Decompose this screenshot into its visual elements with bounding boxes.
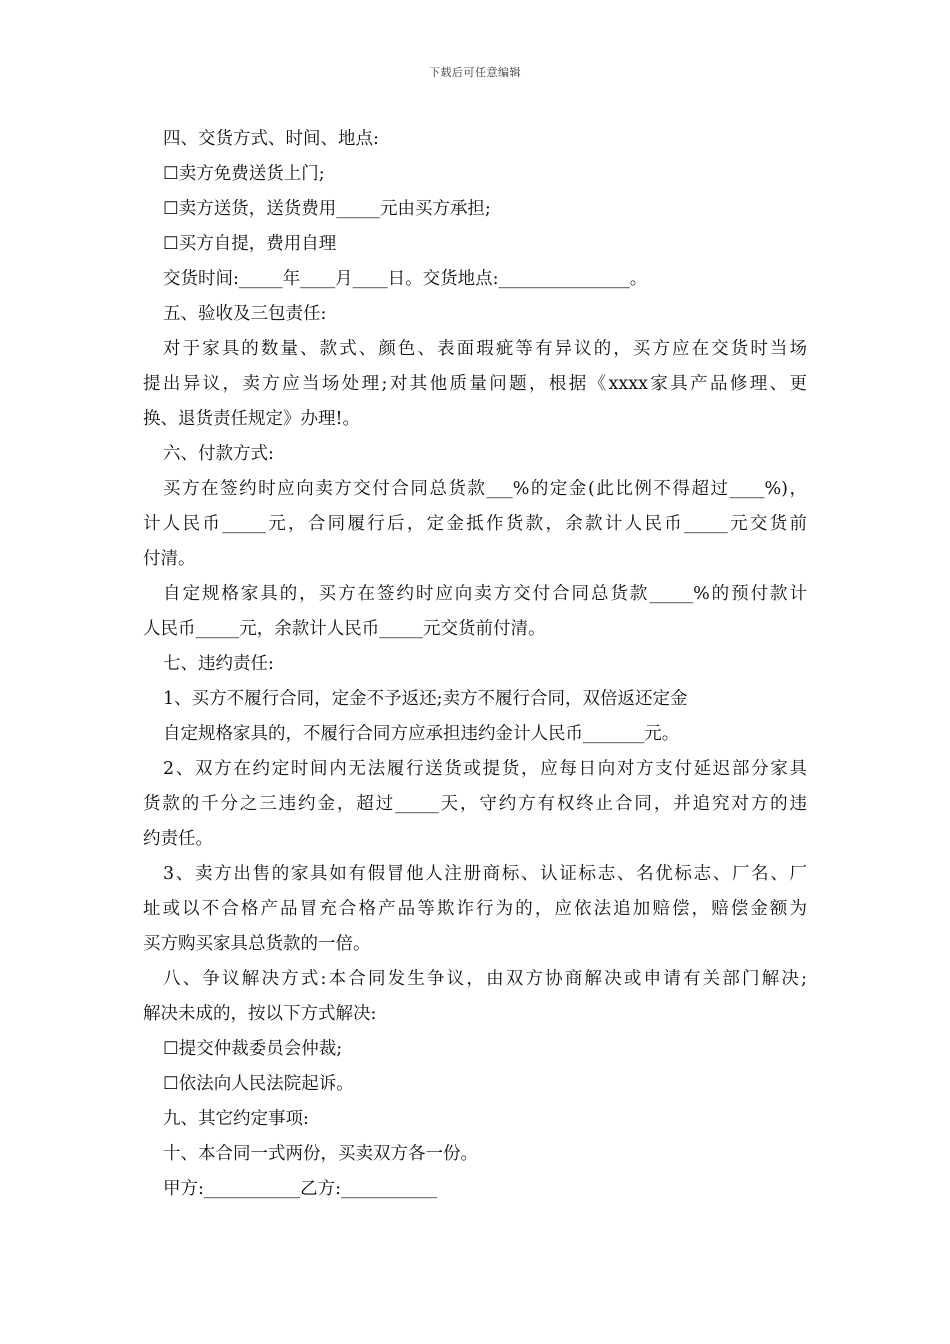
section-6-paragraph-line: 计人民币_____元，合同履行后，定金抵作货款，余款计人民币_____元交货前	[143, 514, 807, 534]
section-7-item-3-line: 址或以不合格产品冒充合格产品等欺诈行为的，应依法追加赔偿，赔偿金额为	[143, 899, 807, 919]
delivery-time-place: 交货时间:_____年____月____日。交货地点:_______________。	[163, 269, 648, 289]
section-7-item-1: 1、买方不履行合同，定金不予返还;卖方不履行合同，双倍返还定金	[163, 689, 688, 709]
contract-body	[143, 122, 807, 1207]
section-7-custom-penalty: 自定规格家具的，不履行合同方应承担违约金计人民币_______元。	[163, 724, 680, 744]
signature-line: 甲方:___________乙方:___________	[163, 1179, 438, 1199]
delivery-option-pickup: ☐买方自提，费用自理	[163, 234, 337, 254]
section-7-item-2-line: 货款的千分之三违约金，超过_____天，守约方有权终止合同，并追究对方的违	[143, 794, 807, 814]
section-5-heading: 五、验收及三包责任:	[163, 304, 327, 324]
section-10-heading: 十、本合同一式两份，买卖双方各一份。	[163, 1144, 478, 1164]
section-6-paragraph-line: 付清。	[143, 549, 196, 569]
section-5-paragraph-line: 换、退货责任规定》办理!。	[143, 409, 361, 429]
delivery-option-paid: ☐卖方送货，送货费用_____元由买方承担;	[163, 199, 491, 219]
section-7-item-3-line: 买方购买家具总货款的一倍。	[143, 934, 371, 954]
dispute-option-court: ☐依法向人民法院起诉。	[163, 1074, 354, 1094]
dispute-option-arbitration: ☐提交仲裁委员会仲裁;	[163, 1039, 343, 1059]
section-7-heading: 七、违约责任:	[163, 654, 274, 674]
section-6-heading: 六、付款方式:	[163, 444, 274, 464]
section-6-custom-line: 人民币_____元，余款计人民币_____元交货前付清。	[143, 619, 546, 639]
section-4-heading: 四、交货方式、时间、地点:	[163, 129, 379, 149]
section-7-item-3-line: 3、卖方出售的家具如有假冒他人注册商标、认证标志、名优标志、厂名、厂	[163, 864, 807, 884]
section-5-paragraph-line: 对于家具的数量、款式、颜色、表面瑕疵等有异议的，买方应在交货时当场	[163, 339, 807, 359]
section-9-heading: 九、其它约定事项:	[163, 1109, 309, 1129]
section-6-paragraph-line: 买方在签约时应向卖方交付合同总货款___%的定金(此比例不得超过____%)，	[163, 479, 807, 499]
section-8-line: 八、争议解决方式:本合同发生争议，由双方协商解决或申请有关部门解决;	[163, 969, 807, 989]
section-6-custom-line: 自定规格家具的，买方在签约时应向卖方交付合同总货款_____%的预付款计	[163, 584, 807, 604]
section-7-item-2-line: 2、双方在约定时间内无法履行送货或提货，应每日向对方支付延迟部分家具	[163, 759, 807, 779]
section-5-paragraph-line: 提出异议，卖方应当场处理;对其他质量问题，根据《xxxx家具产品修理、更	[143, 374, 807, 394]
section-8-line: 解决未成的，按以下方式解决:	[143, 1004, 377, 1024]
header-note: 下载后可任意编辑	[429, 66, 521, 79]
section-7-item-2-line: 约责任。	[143, 829, 213, 849]
delivery-option-free: ☐卖方免费送货上门;	[163, 164, 325, 184]
